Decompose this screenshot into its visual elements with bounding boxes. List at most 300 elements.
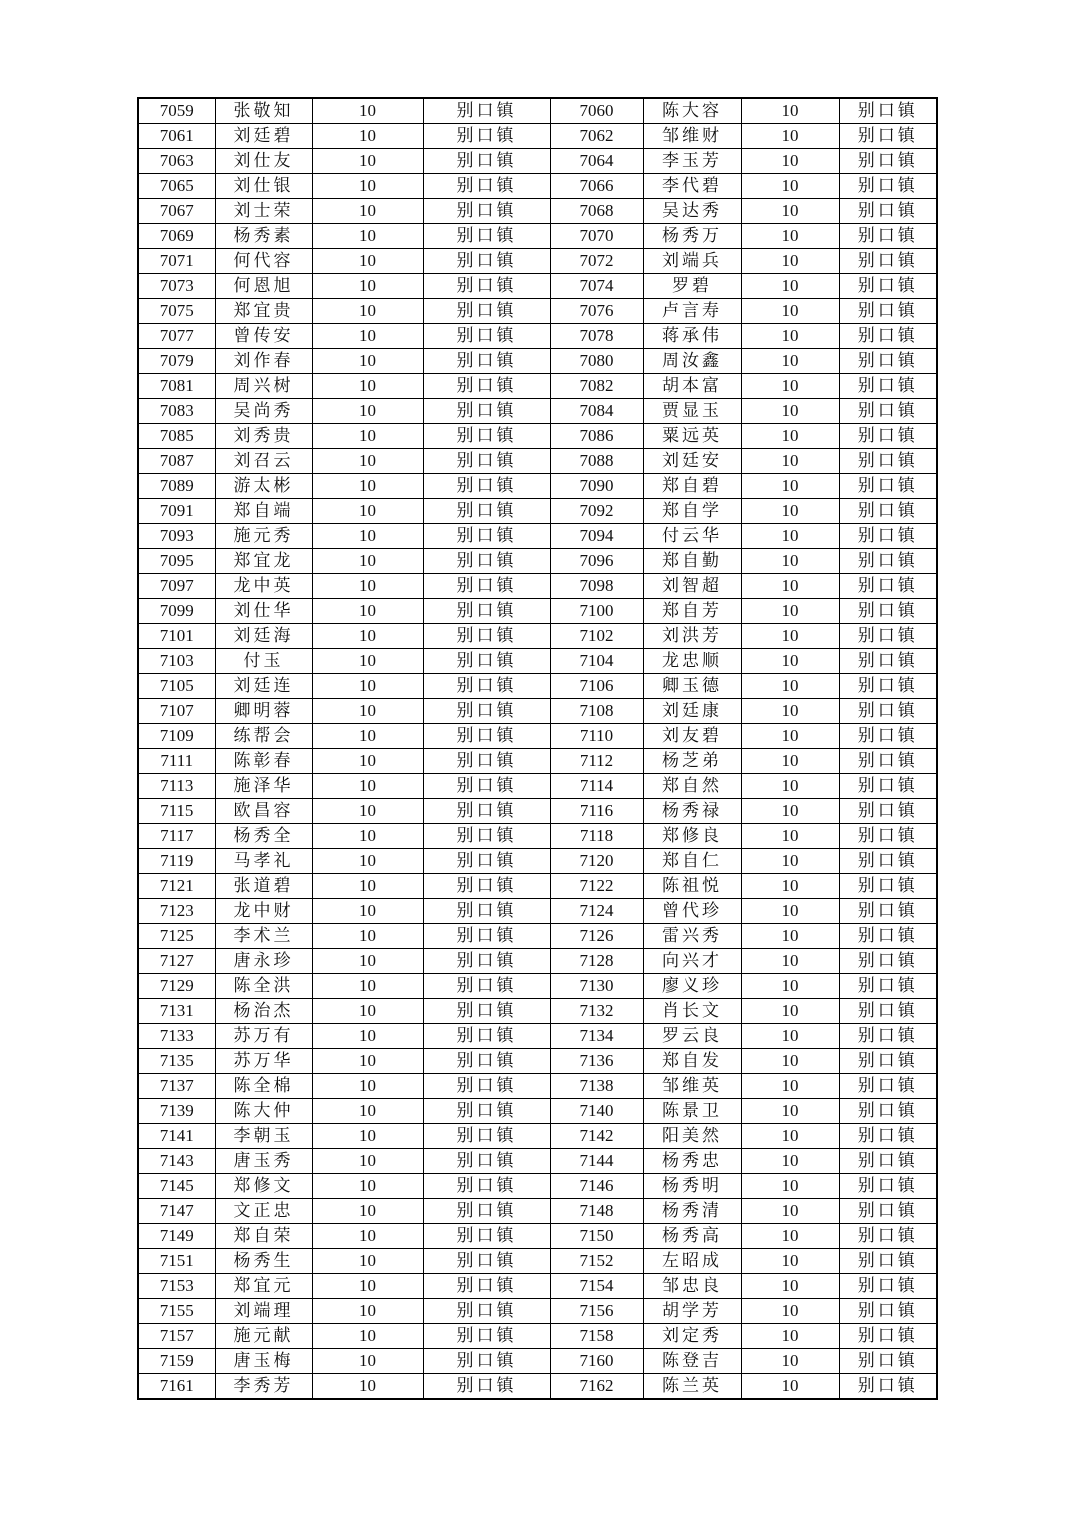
cell-amount: 10 — [312, 1274, 423, 1299]
cell-amount: 10 — [312, 799, 423, 824]
cell-person-name: 陈大仲 — [215, 1099, 312, 1124]
cell-entry-number: 7128 — [550, 949, 643, 974]
cell-town-name: 别口镇 — [423, 98, 550, 124]
cell-town-name: 别口镇 — [423, 724, 550, 749]
cell-entry-number: 7140 — [550, 1099, 643, 1124]
cell-person-name: 刘智超 — [643, 574, 741, 599]
cell-person-name: 杨治杰 — [215, 999, 312, 1024]
cell-town-name: 别口镇 — [423, 424, 550, 449]
cell-person-name: 杨秀万 — [643, 224, 741, 249]
cell-entry-number: 7109 — [138, 724, 215, 749]
cell-town-name: 别口镇 — [423, 1099, 550, 1124]
cell-amount: 10 — [741, 799, 839, 824]
cell-person-name: 郑自芳 — [643, 599, 741, 624]
cell-amount: 10 — [741, 1149, 839, 1174]
cell-town-name: 别口镇 — [423, 399, 550, 424]
cell-person-name: 杨秀忠 — [643, 1149, 741, 1174]
cell-amount: 10 — [741, 274, 839, 299]
cell-amount: 10 — [312, 1374, 423, 1400]
cell-person-name: 刘友碧 — [643, 724, 741, 749]
cell-entry-number: 7108 — [550, 699, 643, 724]
cell-amount: 10 — [741, 1099, 839, 1124]
cell-entry-number: 7067 — [138, 199, 215, 224]
cell-town-name: 别口镇 — [423, 499, 550, 524]
cell-entry-number: 7143 — [138, 1149, 215, 1174]
cell-entry-number: 7099 — [138, 599, 215, 624]
cell-amount: 10 — [741, 1049, 839, 1074]
cell-town-name: 别口镇 — [839, 874, 937, 899]
cell-person-name: 李玉芳 — [643, 149, 741, 174]
cell-person-name: 左昭成 — [643, 1249, 741, 1274]
cell-amount: 10 — [312, 374, 423, 399]
cell-town-name: 别口镇 — [423, 1324, 550, 1349]
cell-person-name: 陈兰英 — [643, 1374, 741, 1400]
table-row — [138, 1224, 937, 1249]
cell-entry-number: 7082 — [550, 374, 643, 399]
cell-amount: 10 — [741, 1349, 839, 1374]
cell-amount: 10 — [741, 899, 839, 924]
cell-town-name: 别口镇 — [839, 1324, 937, 1349]
cell-entry-number: 7112 — [550, 749, 643, 774]
cell-person-name: 施元献 — [215, 1324, 312, 1349]
cell-amount: 10 — [312, 724, 423, 749]
table-row — [138, 1124, 937, 1149]
cell-amount: 10 — [741, 499, 839, 524]
cell-entry-number: 7117 — [138, 824, 215, 849]
cell-town-name: 别口镇 — [839, 1124, 937, 1149]
cell-town-name: 别口镇 — [839, 849, 937, 874]
cell-town-name: 别口镇 — [423, 1024, 550, 1049]
cell-person-name: 郑宜龙 — [215, 549, 312, 574]
cell-person-name: 郑宜贵 — [215, 299, 312, 324]
cell-entry-number: 7070 — [550, 224, 643, 249]
cell-town-name: 别口镇 — [423, 1299, 550, 1324]
cell-person-name: 郑自端 — [215, 499, 312, 524]
cell-town-name: 别口镇 — [423, 349, 550, 374]
table-row — [138, 849, 937, 874]
cell-town-name: 别口镇 — [839, 774, 937, 799]
table-row — [138, 449, 937, 474]
cell-town-name: 别口镇 — [423, 1149, 550, 1174]
cell-entry-number: 7059 — [138, 98, 215, 124]
cell-person-name: 罗碧 — [643, 274, 741, 299]
cell-entry-number: 7129 — [138, 974, 215, 999]
cell-person-name: 郑自荣 — [215, 1224, 312, 1249]
cell-person-name: 郑自学 — [643, 499, 741, 524]
cell-entry-number: 7084 — [550, 399, 643, 424]
table-row — [138, 98, 937, 124]
table-row — [138, 699, 937, 724]
cell-town-name: 别口镇 — [423, 1224, 550, 1249]
cell-entry-number: 7150 — [550, 1224, 643, 1249]
cell-amount: 10 — [312, 949, 423, 974]
cell-entry-number: 7062 — [550, 124, 643, 149]
cell-amount: 10 — [312, 324, 423, 349]
table-row — [138, 749, 937, 774]
cell-town-name: 别口镇 — [839, 999, 937, 1024]
cell-entry-number: 7106 — [550, 674, 643, 699]
cell-town-name: 别口镇 — [423, 849, 550, 874]
cell-person-name: 曾传安 — [215, 324, 312, 349]
cell-town-name: 别口镇 — [423, 274, 550, 299]
cell-town-name: 别口镇 — [423, 449, 550, 474]
cell-town-name: 别口镇 — [839, 149, 937, 174]
cell-person-name: 陈景卫 — [643, 1099, 741, 1124]
cell-town-name: 别口镇 — [839, 174, 937, 199]
cell-amount: 10 — [741, 174, 839, 199]
cell-amount: 10 — [741, 1074, 839, 1099]
table-row — [138, 574, 937, 599]
table-row — [138, 999, 937, 1024]
cell-amount: 10 — [741, 974, 839, 999]
cell-person-name: 李代碧 — [643, 174, 741, 199]
cell-amount: 10 — [312, 424, 423, 449]
table-row — [138, 1324, 937, 1349]
cell-town-name: 别口镇 — [423, 599, 550, 624]
table-row — [138, 499, 937, 524]
cell-amount: 10 — [312, 574, 423, 599]
cell-amount: 10 — [312, 599, 423, 624]
cell-amount: 10 — [741, 98, 839, 124]
cell-town-name: 别口镇 — [839, 299, 937, 324]
cell-person-name: 陈登吉 — [643, 1349, 741, 1374]
table-row — [138, 799, 937, 824]
cell-person-name: 刘端理 — [215, 1299, 312, 1324]
cell-person-name: 游太彬 — [215, 474, 312, 499]
table-row — [138, 524, 937, 549]
cell-entry-number: 7069 — [138, 224, 215, 249]
cell-amount: 10 — [741, 1299, 839, 1324]
cell-town-name: 别口镇 — [423, 924, 550, 949]
cell-person-name: 练帮会 — [215, 724, 312, 749]
cell-town-name: 别口镇 — [839, 799, 937, 824]
cell-entry-number: 7105 — [138, 674, 215, 699]
cell-town-name: 别口镇 — [423, 474, 550, 499]
cell-entry-number: 7061 — [138, 124, 215, 149]
cell-person-name: 周汝鑫 — [643, 349, 741, 374]
cell-entry-number: 7113 — [138, 774, 215, 799]
cell-entry-number: 7072 — [550, 249, 643, 274]
cell-person-name: 刘仕友 — [215, 149, 312, 174]
cell-amount: 10 — [741, 874, 839, 899]
cell-amount: 10 — [741, 424, 839, 449]
cell-amount: 10 — [741, 674, 839, 699]
cell-entry-number: 7120 — [550, 849, 643, 874]
cell-town-name: 别口镇 — [423, 1199, 550, 1224]
cell-amount: 10 — [312, 674, 423, 699]
cell-person-name: 罗云良 — [643, 1024, 741, 1049]
cell-person-name: 卢言寿 — [643, 299, 741, 324]
cell-entry-number: 7090 — [550, 474, 643, 499]
cell-amount: 10 — [312, 649, 423, 674]
cell-amount: 10 — [741, 949, 839, 974]
cell-person-name: 何恩旭 — [215, 274, 312, 299]
cell-town-name: 别口镇 — [839, 1049, 937, 1074]
cell-entry-number: 7083 — [138, 399, 215, 424]
cell-amount: 10 — [312, 199, 423, 224]
cell-amount: 10 — [741, 599, 839, 624]
cell-amount: 10 — [741, 1374, 839, 1400]
cell-person-name: 刘廷康 — [643, 699, 741, 724]
cell-amount: 10 — [312, 299, 423, 324]
cell-amount: 10 — [312, 999, 423, 1024]
cell-amount: 10 — [312, 874, 423, 899]
cell-town-name: 别口镇 — [423, 249, 550, 274]
cell-town-name: 别口镇 — [839, 274, 937, 299]
cell-amount: 10 — [741, 374, 839, 399]
cell-entry-number: 7130 — [550, 974, 643, 999]
table-row — [138, 599, 937, 624]
cell-amount: 10 — [312, 624, 423, 649]
cell-amount: 10 — [741, 249, 839, 274]
cell-entry-number: 7119 — [138, 849, 215, 874]
cell-person-name: 文正忠 — [215, 1199, 312, 1224]
table-row — [138, 1049, 937, 1074]
cell-entry-number: 7074 — [550, 274, 643, 299]
cell-entry-number: 7145 — [138, 1174, 215, 1199]
cell-person-name: 贾显玉 — [643, 399, 741, 424]
cell-town-name: 别口镇 — [423, 374, 550, 399]
cell-town-name: 别口镇 — [839, 199, 937, 224]
cell-amount: 10 — [312, 1199, 423, 1224]
table-row — [138, 124, 937, 149]
cell-entry-number: 7142 — [550, 1124, 643, 1149]
cell-entry-number: 7144 — [550, 1149, 643, 1174]
cell-town-name: 别口镇 — [839, 924, 937, 949]
cell-entry-number: 7100 — [550, 599, 643, 624]
cell-town-name: 别口镇 — [839, 574, 937, 599]
cell-entry-number: 7134 — [550, 1024, 643, 1049]
cell-person-name: 唐玉秀 — [215, 1149, 312, 1174]
cell-amount: 10 — [741, 324, 839, 349]
cell-entry-number: 7102 — [550, 624, 643, 649]
cell-person-name: 邹忠良 — [643, 1274, 741, 1299]
cell-town-name: 别口镇 — [423, 974, 550, 999]
cell-person-name: 蒋承伟 — [643, 324, 741, 349]
cell-entry-number: 7133 — [138, 1024, 215, 1049]
cell-town-name: 别口镇 — [423, 574, 550, 599]
cell-entry-number: 7132 — [550, 999, 643, 1024]
cell-amount: 10 — [741, 1199, 839, 1224]
table-row — [138, 1199, 937, 1224]
cell-person-name: 陈大容 — [643, 98, 741, 124]
cell-person-name: 雷兴秀 — [643, 924, 741, 949]
cell-entry-number: 7118 — [550, 824, 643, 849]
cell-amount: 10 — [312, 274, 423, 299]
cell-entry-number: 7093 — [138, 524, 215, 549]
cell-amount: 10 — [312, 749, 423, 774]
cell-entry-number: 7076 — [550, 299, 643, 324]
cell-amount: 10 — [312, 899, 423, 924]
cell-town-name: 别口镇 — [423, 624, 550, 649]
cell-entry-number: 7110 — [550, 724, 643, 749]
cell-entry-number: 7095 — [138, 549, 215, 574]
cell-entry-number: 7149 — [138, 1224, 215, 1249]
cell-amount: 10 — [741, 624, 839, 649]
cell-person-name: 吴尚秀 — [215, 399, 312, 424]
cell-amount: 10 — [312, 224, 423, 249]
cell-entry-number: 7079 — [138, 349, 215, 374]
cell-town-name: 别口镇 — [423, 124, 550, 149]
cell-town-name: 别口镇 — [839, 449, 937, 474]
cell-town-name: 别口镇 — [839, 949, 937, 974]
cell-entry-number: 7111 — [138, 749, 215, 774]
cell-entry-number: 7151 — [138, 1249, 215, 1274]
cell-person-name: 郑自发 — [643, 1049, 741, 1074]
cell-amount: 10 — [741, 474, 839, 499]
table-row — [138, 1174, 937, 1199]
cell-town-name: 别口镇 — [423, 674, 550, 699]
cell-person-name: 刘廷安 — [643, 449, 741, 474]
cell-person-name: 刘廷连 — [215, 674, 312, 699]
cell-person-name: 吴达秀 — [643, 199, 741, 224]
cell-entry-number: 7162 — [550, 1374, 643, 1400]
cell-entry-number: 7161 — [138, 1374, 215, 1400]
cell-town-name: 别口镇 — [839, 1299, 937, 1324]
cell-person-name: 唐永珍 — [215, 949, 312, 974]
cell-town-name: 别口镇 — [839, 124, 937, 149]
cell-town-name: 别口镇 — [423, 1124, 550, 1149]
cell-person-name: 阳美然 — [643, 1124, 741, 1149]
table-row — [138, 874, 937, 899]
table-row — [138, 1249, 937, 1274]
table-row — [138, 224, 937, 249]
cell-entry-number: 7131 — [138, 999, 215, 1024]
cell-person-name: 刘端兵 — [643, 249, 741, 274]
cell-person-name: 刘定秀 — [643, 1324, 741, 1349]
cell-town-name: 别口镇 — [839, 1274, 937, 1299]
cell-town-name: 别口镇 — [423, 524, 550, 549]
roster-body — [138, 98, 937, 1399]
cell-amount: 10 — [312, 1324, 423, 1349]
cell-entry-number: 7125 — [138, 924, 215, 949]
cell-amount: 10 — [741, 774, 839, 799]
cell-person-name: 付玉 — [215, 649, 312, 674]
cell-entry-number: 7077 — [138, 324, 215, 349]
cell-person-name: 粟远英 — [643, 424, 741, 449]
cell-person-name: 张道碧 — [215, 874, 312, 899]
cell-person-name: 苏万华 — [215, 1049, 312, 1074]
table-row — [138, 949, 937, 974]
cell-person-name: 刘秀贵 — [215, 424, 312, 449]
cell-entry-number: 7154 — [550, 1274, 643, 1299]
cell-person-name: 付云华 — [643, 524, 741, 549]
table-row — [138, 374, 937, 399]
cell-town-name: 别口镇 — [423, 1049, 550, 1074]
cell-person-name: 杨秀全 — [215, 824, 312, 849]
table-row — [138, 1024, 937, 1049]
cell-amount: 10 — [741, 124, 839, 149]
cell-entry-number: 7097 — [138, 574, 215, 599]
cell-town-name: 别口镇 — [423, 899, 550, 924]
cell-entry-number: 7064 — [550, 149, 643, 174]
table-row — [138, 399, 937, 424]
cell-person-name: 李朝玉 — [215, 1124, 312, 1149]
cell-person-name: 廖义珍 — [643, 974, 741, 999]
cell-town-name: 别口镇 — [839, 824, 937, 849]
cell-entry-number: 7153 — [138, 1274, 215, 1299]
cell-entry-number: 7139 — [138, 1099, 215, 1124]
table-row — [138, 674, 937, 699]
table-row — [138, 274, 937, 299]
cell-person-name: 肖长文 — [643, 999, 741, 1024]
cell-entry-number: 7075 — [138, 299, 215, 324]
cell-town-name: 别口镇 — [839, 749, 937, 774]
cell-entry-number: 7156 — [550, 1299, 643, 1324]
cell-entry-number: 7152 — [550, 1249, 643, 1274]
table-row — [138, 474, 937, 499]
table-row — [138, 1149, 937, 1174]
cell-entry-number: 7157 — [138, 1324, 215, 1349]
table-row — [138, 774, 937, 799]
cell-amount: 10 — [312, 1124, 423, 1149]
cell-town-name: 别口镇 — [423, 699, 550, 724]
cell-entry-number: 7158 — [550, 1324, 643, 1349]
cell-entry-number: 7147 — [138, 1199, 215, 1224]
cell-amount: 10 — [741, 924, 839, 949]
cell-person-name: 陈彰春 — [215, 749, 312, 774]
cell-town-name: 别口镇 — [839, 324, 937, 349]
table-row — [138, 1349, 937, 1374]
cell-amount: 10 — [312, 1174, 423, 1199]
cell-amount: 10 — [741, 699, 839, 724]
cell-entry-number: 7065 — [138, 174, 215, 199]
cell-person-name: 欧昌容 — [215, 799, 312, 824]
cell-amount: 10 — [312, 449, 423, 474]
cell-person-name: 郑自仁 — [643, 849, 741, 874]
table-row — [138, 1099, 937, 1124]
cell-amount: 10 — [741, 1174, 839, 1199]
cell-town-name: 别口镇 — [423, 1249, 550, 1274]
cell-amount: 10 — [741, 574, 839, 599]
cell-amount: 10 — [312, 1049, 423, 1074]
cell-town-name: 别口镇 — [839, 1174, 937, 1199]
cell-entry-number: 7135 — [138, 1049, 215, 1074]
cell-amount: 10 — [741, 224, 839, 249]
cell-entry-number: 7091 — [138, 499, 215, 524]
cell-town-name: 别口镇 — [423, 1074, 550, 1099]
cell-person-name: 刘洪芳 — [643, 624, 741, 649]
table-row — [138, 724, 937, 749]
cell-amount: 10 — [741, 1249, 839, 1274]
cell-entry-number: 7080 — [550, 349, 643, 374]
cell-amount: 10 — [312, 124, 423, 149]
cell-entry-number: 7136 — [550, 1049, 643, 1074]
cell-person-name: 李秀芳 — [215, 1374, 312, 1400]
cell-person-name: 刘召云 — [215, 449, 312, 474]
cell-amount: 10 — [312, 924, 423, 949]
cell-amount: 10 — [312, 399, 423, 424]
table-row — [138, 349, 937, 374]
cell-person-name: 卿明蓉 — [215, 699, 312, 724]
cell-person-name: 刘仕银 — [215, 174, 312, 199]
cell-person-name: 卿玉德 — [643, 674, 741, 699]
cell-amount: 10 — [741, 449, 839, 474]
cell-entry-number: 7138 — [550, 1074, 643, 1099]
cell-town-name: 别口镇 — [839, 524, 937, 549]
cell-amount: 10 — [312, 1224, 423, 1249]
cell-entry-number: 7126 — [550, 924, 643, 949]
cell-town-name: 别口镇 — [423, 324, 550, 349]
cell-entry-number: 7114 — [550, 774, 643, 799]
cell-town-name: 别口镇 — [423, 749, 550, 774]
cell-amount: 10 — [312, 1299, 423, 1324]
cell-entry-number: 7098 — [550, 574, 643, 599]
cell-amount: 10 — [741, 749, 839, 774]
cell-entry-number: 7107 — [138, 699, 215, 724]
cell-entry-number: 7066 — [550, 174, 643, 199]
cell-town-name: 别口镇 — [423, 1349, 550, 1374]
